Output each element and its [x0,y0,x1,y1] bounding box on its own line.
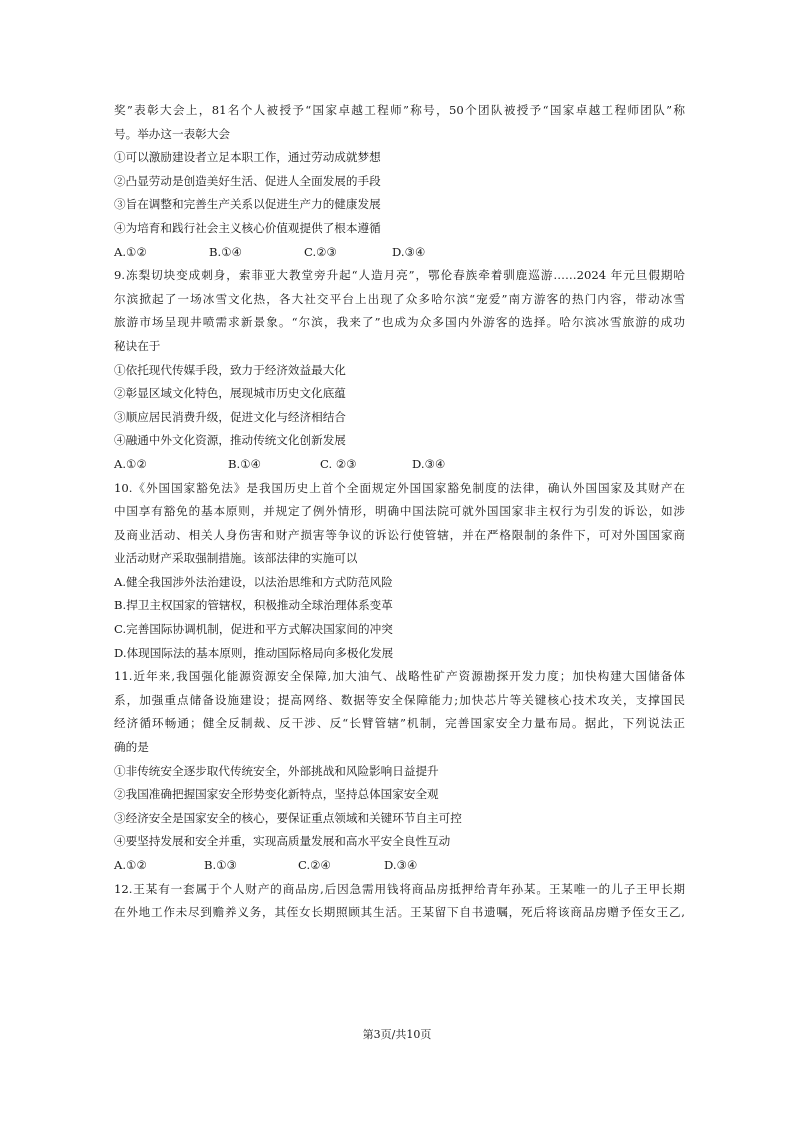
answer-option: A.①② [114,244,147,259]
text-line: 经济循环畅通；健全反制裁、反干涉、反“长臂管辖”机制，完善国家安全力量布局。据此，下列说法正 [114,716,685,731]
text-line: 号。举办这一表彰大会 [114,126,230,141]
text-line: 秘诀在于 [114,338,161,353]
text-line: 确的是 [114,740,149,755]
answer-option: B.①④ [209,244,242,259]
answer-option: C.②④ [298,858,331,872]
text-line: 业活动财产采取强制措施。该部法律的实施可以 [114,551,358,566]
text-line: ①依托现代传媒手段，致力于经济效益最大化 [114,362,346,377]
answer-option: D.③④ [384,858,418,872]
text-line: 12.王某有一套属于个人财产的商品房,后因急需用钱将商品房抵押给青年孙某。王某唯一的儿子王甲长期 [114,881,685,896]
answer-option: D.③④ [392,244,426,259]
answer-options [114,241,685,265]
text-line: 及商业活动、相关人身伤害和财产损害等争议的诉讼行使管辖，并在严格限制的条件下，可对外国国家商 [114,527,685,542]
text-line: 中国享有豁免的基本原则，并规定了例外情形，明确中国法院可就外国国家非主权行为引发的诉讼，如涉 [114,504,685,519]
text-line: 奖”表彰大会上，81名个人被授予“国家卓越工程师”称号，50个团队被授予“国家卓越工程师团队”称 [114,103,685,117]
text-line: ④为培育和践行社会主义核心价值观提供了根本遵循 [114,220,381,235]
text-line: 尔滨掀起了一场冰雪文化热，各大社交平台上出现了众多哈尔滨“宠爱”南方游客的热门内容，带动冰雪 [114,291,685,306]
page-number: 第3页/共10页 [362,1028,432,1041]
answer-option: C. ②③ [320,456,357,471]
text-line: A.健全我国涉外法治建设，以法治思维和方式防范风险 [114,574,393,589]
text-line: ①可以激励建设者立足本职工作，通过劳动成就梦想 [114,150,381,165]
exam-page-body [114,99,685,925]
answer-option: A.①② [114,858,147,872]
text-line: ④要坚持发展和安全并重，实现高质量发展和高水平安全良性互动 [114,834,451,849]
text-line: D.体现国际法的基本原则，推动国际格局向多极化发展 [114,645,394,660]
text-line: B.捍卫主权国家的管辖权，积极推动全球治理体系变革 [114,598,393,613]
answer-option: B.①④ [228,456,261,471]
text-line: 系，加强重点储备设施建设；提高网络、数据等安全保障能力;加快芯片等关键核心技术攻关，支撑国民 [114,692,685,707]
answer-option: B.①③ [204,858,237,872]
answer-option: C.②③ [304,244,337,259]
answer-option: D.③④ [412,456,446,471]
text-line: ③顺应居民消费升级，促进文化与经济相结合 [114,409,346,424]
answer-options [114,453,685,477]
answer-options [114,854,685,878]
text-line: ③旨在调整和完善生产关系以促进生产力的健康发展 [114,197,381,212]
text-line: ②彰显区域文化特色，展现城市历史文化底蕴 [114,386,346,401]
text-line: 11.近年来,我国强化能源资源安全保障,加大油气、战略性矿产资源勘探开发力度；加快构建大国储备体 [114,669,685,684]
text-line: ③经济安全是国家安全的核心，要保证重点领域和关键环节自主可控 [114,810,462,825]
text-line: ②凸显劳动是创造美好生活、促进人全面发展的手段 [114,173,381,188]
text-line: 旅游市场呈现井喷需求新景象。“尔滨，我来了”也成为众多国内外游客的选择。哈尔滨冰雪旅游的成功 [114,315,685,330]
text-line: ②我国准确把握国家安全形势变化新特点，坚持总体国家安全观 [114,787,439,802]
text-line: 9.冻梨切块变成刺身，索菲亚大教堂旁升起“人造月亮”，鄂伦春族牵着驯鹿巡游……2024 年元旦假期哈 [114,268,685,283]
text-line: 10.《外国国家豁免法》是我国历史上首个全面规定外国国家豁免制度的法律，确认外国国家及其财产在 [114,480,685,495]
text-line: ④融通中外文化资源，推动传统文化创新发展 [114,433,346,448]
answer-option: A.①② [114,456,147,471]
text-line: 在外地工作未尽到赡养义务，其侄女长期照顾其生活。王某留下自书遗嘱，死后将该商品房赠予侄女王乙, [114,905,685,920]
text-line: ①非传统安全逐步取代传统安全，外部挑战和风险影响日益提升 [114,763,439,778]
text-line: C.完善国际协调机制，促进和平方式解决国家间的冲突 [114,622,393,637]
